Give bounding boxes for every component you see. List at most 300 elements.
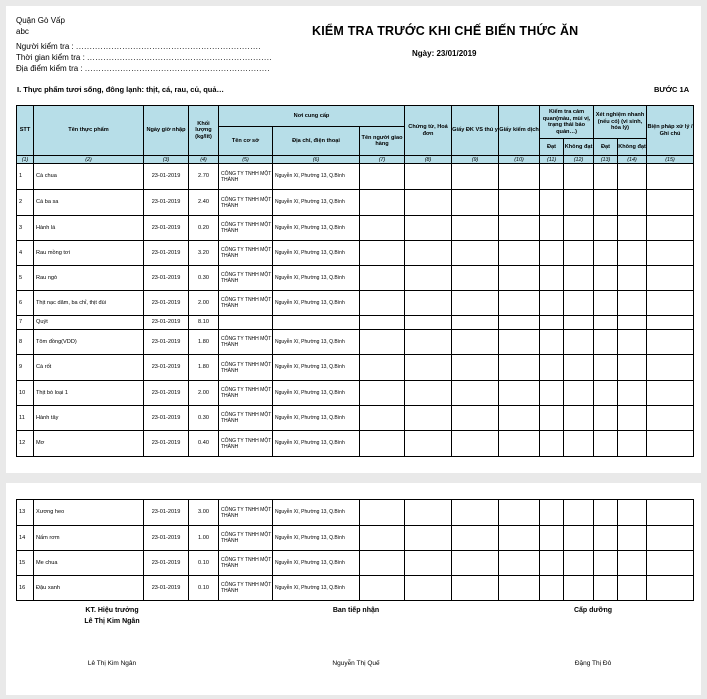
empty-cell <box>499 551 540 576</box>
empty-cell <box>564 500 594 526</box>
row-weight: 8.10 <box>189 316 219 330</box>
row-facility: CÔNG TY TNHH MỘT THÀNH <box>219 500 273 526</box>
row-food-name: Rau ngò <box>34 266 144 291</box>
row-facility: CÔNG TY TNHH MỘT THÀNH <box>219 406 273 431</box>
row-food-name: Cà rốt <box>34 355 144 381</box>
document-page-2 <box>6 483 701 695</box>
row-food-name: Tôm đồng(VDD) <box>34 330 144 355</box>
column-number: (7) <box>360 156 405 164</box>
row-facility: CÔNG TY TNHH MỘT THÀNH <box>219 355 273 381</box>
section-heading: I. Thực phẩm tươi sống, đông lạnh: thịt, cá, rau, củ, quả… <box>17 85 225 94</box>
empty-cell <box>405 406 452 431</box>
empty-cell <box>452 355 499 381</box>
empty-cell <box>618 190 647 216</box>
principal-title: KT. Hiệu trưởng <box>85 607 139 614</box>
col-invoice: Chứng từ, Hoá đơn <box>405 106 452 156</box>
row-address: Nguyễn Xí, Phường 13, Q.Bình <box>273 381 360 406</box>
inspection-table <box>16 105 694 457</box>
district-label: Quận Gò Vấp <box>16 16 65 25</box>
empty-cell <box>594 551 618 576</box>
empty-cell <box>499 316 540 330</box>
empty-cell <box>594 500 618 526</box>
empty-cell <box>452 406 499 431</box>
document-title: KIỂM TRA TRƯỚC KHI CHẾ BIẾN THỨC ĂN <box>312 24 579 38</box>
cook-title: Cấp dưỡng <box>573 607 613 614</box>
empty-cell <box>618 216 647 241</box>
empty-cell <box>360 190 405 216</box>
empty-cell <box>405 576 452 601</box>
empty-cell <box>405 500 452 526</box>
empty-cell <box>594 431 618 457</box>
table-row <box>17 291 694 316</box>
empty-cell <box>564 406 594 431</box>
table-row <box>17 266 694 291</box>
empty-cell <box>647 431 694 457</box>
column-number: (12) <box>564 156 594 164</box>
empty-cell <box>540 526 564 551</box>
empty-cell <box>564 355 594 381</box>
empty-cell <box>594 164 618 190</box>
empty-cell <box>405 316 452 330</box>
row-address: Nguyễn Xí, Phường 13, Q.Bình <box>273 431 360 457</box>
empty-cell <box>360 330 405 355</box>
empty-cell <box>647 500 694 526</box>
row-facility: CÔNG TY TNHH MỘT THÀNH <box>219 164 273 190</box>
empty-cell <box>360 266 405 291</box>
row-stt: 11 <box>17 406 34 431</box>
empty-cell <box>499 431 540 457</box>
row-address: Nguyễn Xí, Phường 13, Q.Bình <box>273 526 360 551</box>
empty-cell <box>618 500 647 526</box>
empty-cell <box>647 216 694 241</box>
col-sensory: Kiểm tra cảm quan(màu, mùi vị, trạng thái bảo quản…) <box>540 106 594 139</box>
empty-cell <box>540 190 564 216</box>
empty-cell <box>647 355 694 381</box>
empty-cell <box>360 576 405 601</box>
empty-cell <box>360 431 405 457</box>
empty-cell <box>452 266 499 291</box>
row-import-date: 23-01-2019 <box>144 406 189 431</box>
empty-cell <box>647 576 694 601</box>
empty-cell <box>360 551 405 576</box>
empty-cell <box>452 551 499 576</box>
row-facility: CÔNG TY TNHH MỘT THÀNH <box>219 241 273 266</box>
col-test-pass: Đạt <box>594 139 618 156</box>
table-row <box>17 576 694 601</box>
empty-cell <box>564 164 594 190</box>
empty-cell <box>594 216 618 241</box>
row-address: Nguyễn Xí, Phường 13, Q.Bình <box>273 551 360 576</box>
row-stt: 6 <box>17 291 34 316</box>
row-address: Nguyễn Xí, Phường 13, Q.Bình <box>273 190 360 216</box>
row-import-date: 23-01-2019 <box>144 266 189 291</box>
table-row <box>17 190 694 216</box>
empty-cell <box>594 355 618 381</box>
document-page-1 <box>6 6 701 473</box>
empty-cell <box>360 526 405 551</box>
inspector-label: Người kiểm tra : <box>16 42 74 51</box>
empty-cell <box>499 500 540 526</box>
column-number: (11) <box>540 156 564 164</box>
empty-cell <box>594 316 618 330</box>
row-weight: 3.00 <box>189 500 219 526</box>
empty-cell <box>540 266 564 291</box>
empty-cell <box>499 381 540 406</box>
row-address: Nguyễn Xí, Phường 13, Q.Bình <box>273 266 360 291</box>
empty-cell <box>618 241 647 266</box>
empty-cell <box>540 316 564 330</box>
empty-cell <box>360 500 405 526</box>
empty-cell <box>405 551 452 576</box>
column-number: (8) <box>405 156 452 164</box>
empty-cell <box>452 500 499 526</box>
empty-cell <box>618 381 647 406</box>
column-number-row <box>17 156 694 164</box>
row-stt: 16 <box>17 576 34 601</box>
empty-cell <box>618 355 647 381</box>
row-weight: 2.00 <box>189 381 219 406</box>
empty-cell <box>647 316 694 330</box>
empty-cell <box>540 164 564 190</box>
empty-cell <box>499 241 540 266</box>
empty-cell <box>618 406 647 431</box>
empty-cell <box>499 164 540 190</box>
empty-cell <box>360 291 405 316</box>
empty-cell <box>618 164 647 190</box>
empty-cell <box>360 381 405 406</box>
empty-cell <box>405 190 452 216</box>
column-number: (1) <box>17 156 34 164</box>
empty-cell <box>452 576 499 601</box>
empty-cell <box>564 241 594 266</box>
table-row <box>17 551 694 576</box>
row-address <box>273 316 360 330</box>
empty-cell <box>647 291 694 316</box>
row-food-name: Rau mồng tơi <box>34 241 144 266</box>
empty-cell <box>618 266 647 291</box>
empty-cell <box>499 526 540 551</box>
row-food-name: Nấm rơm <box>34 526 144 551</box>
column-number: (10) <box>499 156 540 164</box>
col-facility: Tên cơ sở <box>219 127 273 156</box>
empty-cell <box>360 241 405 266</box>
empty-cell <box>564 381 594 406</box>
empty-cell <box>452 164 499 190</box>
empty-cell <box>564 431 594 457</box>
empty-cell <box>564 216 594 241</box>
column-number: (5) <box>219 156 273 164</box>
empty-cell <box>540 406 564 431</box>
principal-subtitle: Lê Thị Kim Ngân <box>84 618 140 625</box>
table-row <box>17 330 694 355</box>
row-stt: 2 <box>17 190 34 216</box>
col-quarantine: Giấy kiểm dịch <box>499 106 540 156</box>
empty-cell <box>360 216 405 241</box>
col-test-fail: Không đạt <box>618 139 647 156</box>
empty-cell <box>360 355 405 381</box>
empty-cell <box>499 190 540 216</box>
empty-cell <box>618 291 647 316</box>
empty-cell <box>564 291 594 316</box>
empty-cell <box>405 164 452 190</box>
table-row <box>17 355 694 381</box>
empty-cell <box>499 291 540 316</box>
table-row <box>17 164 694 190</box>
table-row <box>17 500 694 526</box>
empty-cell <box>618 576 647 601</box>
table-row <box>17 431 694 457</box>
row-facility: CÔNG TY TNHH MỘT THÀNH <box>219 576 273 601</box>
empty-cell <box>405 266 452 291</box>
empty-cell <box>594 381 618 406</box>
empty-cell <box>540 551 564 576</box>
empty-cell <box>405 330 452 355</box>
row-import-date: 23-01-2019 <box>144 551 189 576</box>
row-facility: CÔNG TY TNHH MỘT THÀNH <box>219 526 273 551</box>
table-row <box>17 406 694 431</box>
row-weight: 3.20 <box>189 241 219 266</box>
empty-cell <box>405 291 452 316</box>
row-import-date: 23-01-2019 <box>144 500 189 526</box>
empty-cell <box>594 190 618 216</box>
empty-cell <box>647 551 694 576</box>
empty-cell <box>618 431 647 457</box>
table-row <box>17 241 694 266</box>
col-notes: Biện pháp xử lý / Ghi chú <box>647 106 694 156</box>
empty-cell <box>499 330 540 355</box>
empty-cell <box>499 216 540 241</box>
row-food-name: Cà chua <box>34 164 144 190</box>
row-import-date: 23-01-2019 <box>144 241 189 266</box>
column-number: (14) <box>618 156 647 164</box>
empty-cell <box>452 241 499 266</box>
empty-cell <box>405 241 452 266</box>
table-row <box>17 381 694 406</box>
row-stt: 4 <box>17 241 34 266</box>
empty-cell <box>452 330 499 355</box>
row-weight: 1.80 <box>189 355 219 381</box>
row-weight: 2.00 <box>189 291 219 316</box>
inspector-field <box>16 42 261 52</box>
row-stt: 15 <box>17 551 34 576</box>
inspector-dots: .................................................................... <box>75 42 262 51</box>
receiver-title: Ban tiếp nhận <box>332 607 380 614</box>
cook-name: Đặng Thị Đô <box>574 660 612 667</box>
row-import-date: 23-01-2019 <box>144 526 189 551</box>
row-import-date: 23-01-2019 <box>144 355 189 381</box>
row-address: Nguyễn Xí, Phường 13, Q.Bình <box>273 406 360 431</box>
table-body-continued <box>17 500 694 601</box>
empty-cell <box>647 190 694 216</box>
empty-cell <box>405 216 452 241</box>
empty-cell <box>594 241 618 266</box>
row-import-date: 23-01-2019 <box>144 164 189 190</box>
empty-cell <box>594 526 618 551</box>
empty-cell <box>452 216 499 241</box>
empty-cell <box>360 164 405 190</box>
row-stt: 13 <box>17 500 34 526</box>
empty-cell <box>618 526 647 551</box>
empty-cell <box>499 576 540 601</box>
row-facility: CÔNG TY TNHH MỘT THÀNH <box>219 291 273 316</box>
empty-cell <box>594 330 618 355</box>
time-field <box>16 53 272 63</box>
empty-cell <box>499 266 540 291</box>
row-food-name: Quýt <box>34 316 144 330</box>
row-facility: CÔNG TY TNHH MỘT THÀNH <box>219 381 273 406</box>
row-facility: CÔNG TY TNHH MỘT THÀNH <box>219 266 273 291</box>
empty-cell <box>647 406 694 431</box>
empty-cell <box>564 330 594 355</box>
empty-cell <box>452 431 499 457</box>
empty-cell <box>618 330 647 355</box>
row-import-date: 23-01-2019 <box>144 576 189 601</box>
row-facility <box>219 316 273 330</box>
col-supplier: Nơi cung cấp <box>219 106 405 127</box>
column-number: (9) <box>452 156 499 164</box>
row-food-name: Me chua <box>34 551 144 576</box>
column-number: (3) <box>144 156 189 164</box>
empty-cell <box>540 355 564 381</box>
empty-cell <box>647 381 694 406</box>
empty-cell <box>452 381 499 406</box>
row-weight: 1.00 <box>189 526 219 551</box>
time-dots: .................................................................... <box>87 53 273 62</box>
row-weight: 0.10 <box>189 551 219 576</box>
row-address: Nguyễn Xí, Phường 13, Q.Bình <box>273 216 360 241</box>
row-stt: 9 <box>17 355 34 381</box>
empty-cell <box>540 576 564 601</box>
row-weight: 0.20 <box>189 216 219 241</box>
document-date: Ngày: 23/01/2019 <box>412 49 477 58</box>
empty-cell <box>647 330 694 355</box>
inspection-table-continued <box>16 499 694 601</box>
empty-cell <box>540 330 564 355</box>
row-food-name: Xương heo <box>34 500 144 526</box>
row-facility: CÔNG TY TNHH MỘT THÀNH <box>219 330 273 355</box>
principal-name: Lê Thị Kim Ngân <box>87 660 137 667</box>
row-weight: 0.10 <box>189 576 219 601</box>
column-number: (15) <box>647 156 694 164</box>
row-address: Nguyễn Xí, Phường 13, Q.Bình <box>273 164 360 190</box>
empty-cell <box>564 266 594 291</box>
row-facility: CÔNG TY TNHH MỘT THÀNH <box>219 190 273 216</box>
row-weight: 1.80 <box>189 330 219 355</box>
row-stt: 8 <box>17 330 34 355</box>
col-rapid-test: Xét nghiệm nhanh (nếu có) (vi sinh, hóa lý) <box>594 106 647 139</box>
col-weight: Khối lượng (kg/lít) <box>189 106 219 156</box>
empty-cell <box>405 526 452 551</box>
col-vet-cert: Giấy ĐK VS thú y <box>452 106 499 156</box>
row-food-name: Hành lá <box>34 216 144 241</box>
empty-cell <box>540 381 564 406</box>
column-number: (2) <box>34 156 144 164</box>
row-weight: 0.30 <box>189 406 219 431</box>
table-body <box>17 164 694 457</box>
row-import-date: 23-01-2019 <box>144 431 189 457</box>
row-facility: CÔNG TY TNHH MỘT THÀNH <box>219 431 273 457</box>
row-weight: 2.70 <box>189 164 219 190</box>
row-address: Nguyễn Xí, Phường 13, Q.Bình <box>273 241 360 266</box>
empty-cell <box>594 266 618 291</box>
empty-cell <box>499 406 540 431</box>
row-facility: CÔNG TY TNHH MỘT THÀNH <box>219 551 273 576</box>
row-food-name: Cá ba sa <box>34 190 144 216</box>
empty-cell <box>360 406 405 431</box>
row-import-date: 23-01-2019 <box>144 190 189 216</box>
time-label: Thời gian kiểm tra : <box>16 53 85 62</box>
place-field <box>16 64 270 74</box>
row-import-date: 23-01-2019 <box>144 381 189 406</box>
row-weight: 2.40 <box>189 190 219 216</box>
empty-cell <box>405 381 452 406</box>
table-row <box>17 316 694 330</box>
col-sensory-pass: Đạt <box>540 139 564 156</box>
col-import-time: Ngày giờ nhập <box>144 106 189 156</box>
row-food-name: Thịt nạc dăm, ba chỉ, thịt đùi <box>34 291 144 316</box>
row-weight: 0.40 <box>189 431 219 457</box>
col-food-name: Tên thực phẩm <box>34 106 144 156</box>
empty-cell <box>540 291 564 316</box>
row-food-name: Thịt bò loại 1 <box>34 381 144 406</box>
empty-cell <box>540 431 564 457</box>
table-row <box>17 216 694 241</box>
empty-cell <box>594 576 618 601</box>
row-food-name: Hành tây <box>34 406 144 431</box>
empty-cell <box>452 316 499 330</box>
empty-cell <box>564 551 594 576</box>
empty-cell <box>647 266 694 291</box>
empty-cell <box>499 355 540 381</box>
row-import-date: 23-01-2019 <box>144 216 189 241</box>
empty-cell <box>618 551 647 576</box>
place-label: Địa điểm kiểm tra : <box>16 64 83 73</box>
empty-cell <box>360 316 405 330</box>
empty-cell <box>647 164 694 190</box>
step-label: BƯỚC 1A <box>654 85 690 94</box>
column-number: (6) <box>273 156 360 164</box>
col-deliverer: Tên người giao hàng <box>360 127 405 156</box>
receiver-name: Nguyễn Thị Quế <box>332 660 380 667</box>
empty-cell <box>452 190 499 216</box>
row-stt: 14 <box>17 526 34 551</box>
row-stt: 5 <box>17 266 34 291</box>
empty-cell <box>540 241 564 266</box>
col-stt: STT <box>17 106 34 156</box>
column-number: (4) <box>189 156 219 164</box>
row-stt: 3 <box>17 216 34 241</box>
unit-label: abc <box>16 27 29 36</box>
row-address: Nguyễn Xí, Phường 13, Q.Bình <box>273 291 360 316</box>
row-stt: 12 <box>17 431 34 457</box>
empty-cell <box>647 526 694 551</box>
place-dots: .................................................................... <box>84 64 271 73</box>
row-address: Nguyễn Xí, Phường 13, Q.Bình <box>273 576 360 601</box>
empty-cell <box>540 500 564 526</box>
empty-cell <box>564 316 594 330</box>
empty-cell <box>618 316 647 330</box>
row-stt: 10 <box>17 381 34 406</box>
empty-cell <box>405 355 452 381</box>
row-import-date: 23-01-2019 <box>144 330 189 355</box>
row-food-name: Đậu xanh <box>34 576 144 601</box>
empty-cell <box>452 526 499 551</box>
col-sensory-fail: Không đạt <box>564 139 594 156</box>
empty-cell <box>564 190 594 216</box>
empty-cell <box>647 241 694 266</box>
row-weight: 0.30 <box>189 266 219 291</box>
row-address: Nguyễn Xí, Phường 13, Q.Bình <box>273 330 360 355</box>
